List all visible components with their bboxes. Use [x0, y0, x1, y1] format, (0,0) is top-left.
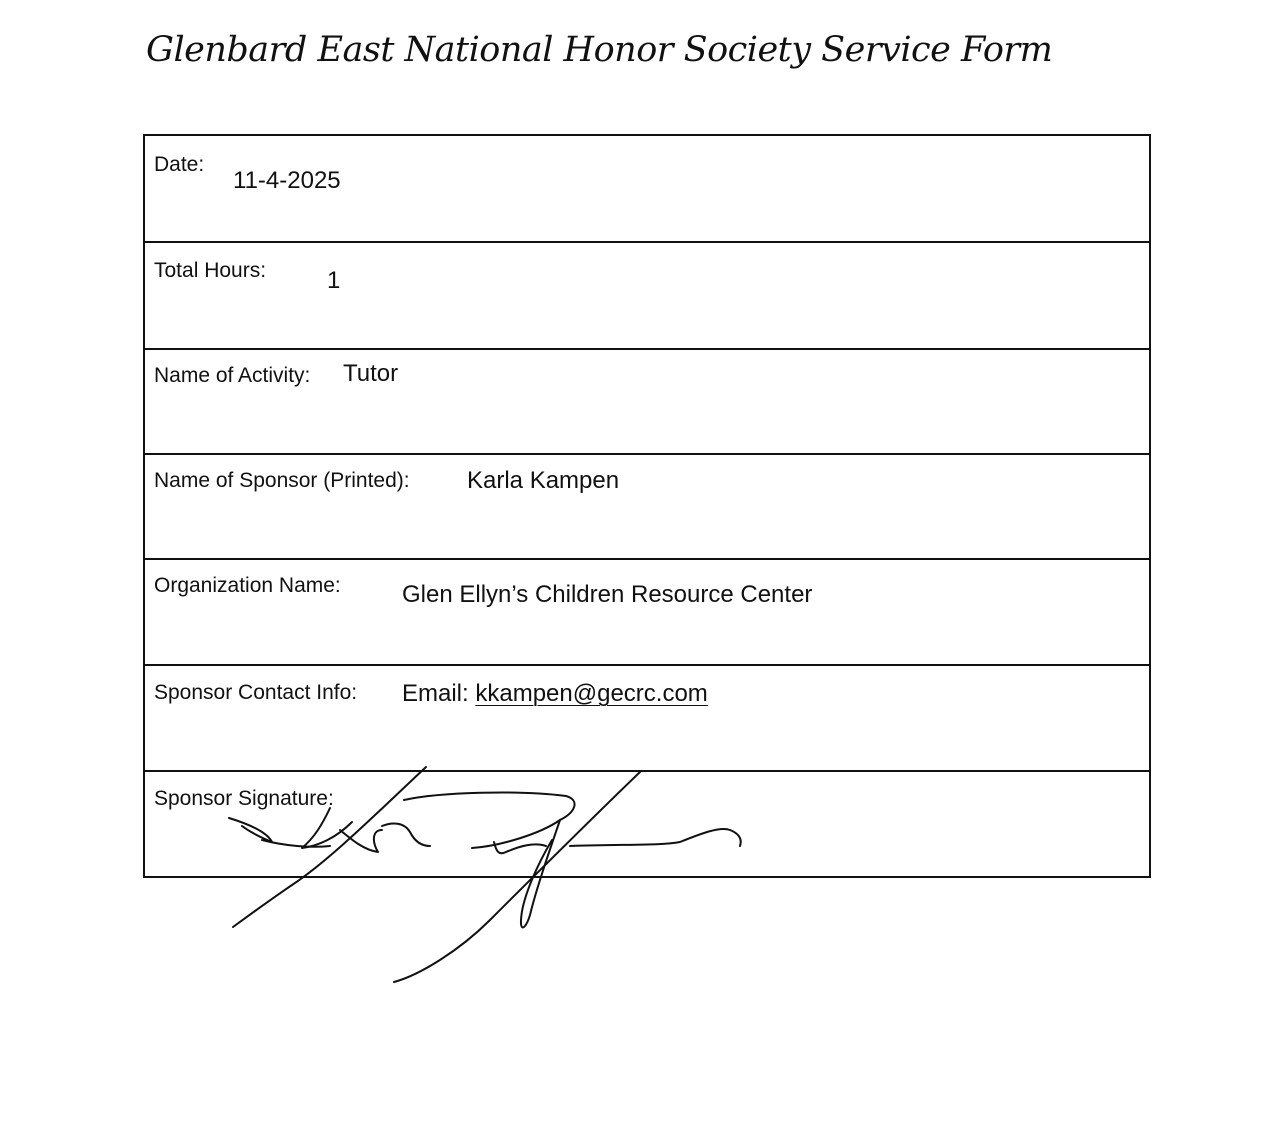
- date-value: 11-4-2025: [233, 167, 341, 194]
- contact-row: [145, 666, 1149, 772]
- activity-label: Name of Activity:: [154, 364, 311, 387]
- date-label: Date:: [154, 153, 205, 176]
- email-prefix: Email:: [402, 680, 469, 707]
- total-hours-label: Total Hours:: [154, 259, 267, 282]
- date-row: [145, 136, 1149, 243]
- activity-row: [145, 350, 1149, 455]
- total-hours-row: [145, 243, 1149, 350]
- signature-label: Sponsor Signature:: [154, 787, 334, 810]
- organization-label: Organization Name:: [154, 574, 341, 597]
- sponsor-name-label: Name of Sponsor (Printed):: [154, 469, 410, 492]
- signature-row: [145, 772, 1149, 878]
- form-title: Glenbard East National Honor Society Service Form: [146, 30, 1053, 70]
- sponsor-name-value: Karla Kampen: [467, 467, 620, 494]
- email-link[interactable]: kkampen@gecrc.com: [475, 680, 708, 707]
- contact-label: Sponsor Contact Info:: [154, 681, 358, 704]
- activity-value: Tutor: [343, 360, 399, 387]
- organization-value: Glen Ellyn’s Children Resource Center: [402, 581, 813, 608]
- total-hours-value: 1: [327, 267, 341, 294]
- contact-value: [402, 680, 708, 708]
- organization-row: [145, 560, 1149, 666]
- service-form-table: [143, 134, 1151, 878]
- sponsor-name-row: [145, 455, 1149, 560]
